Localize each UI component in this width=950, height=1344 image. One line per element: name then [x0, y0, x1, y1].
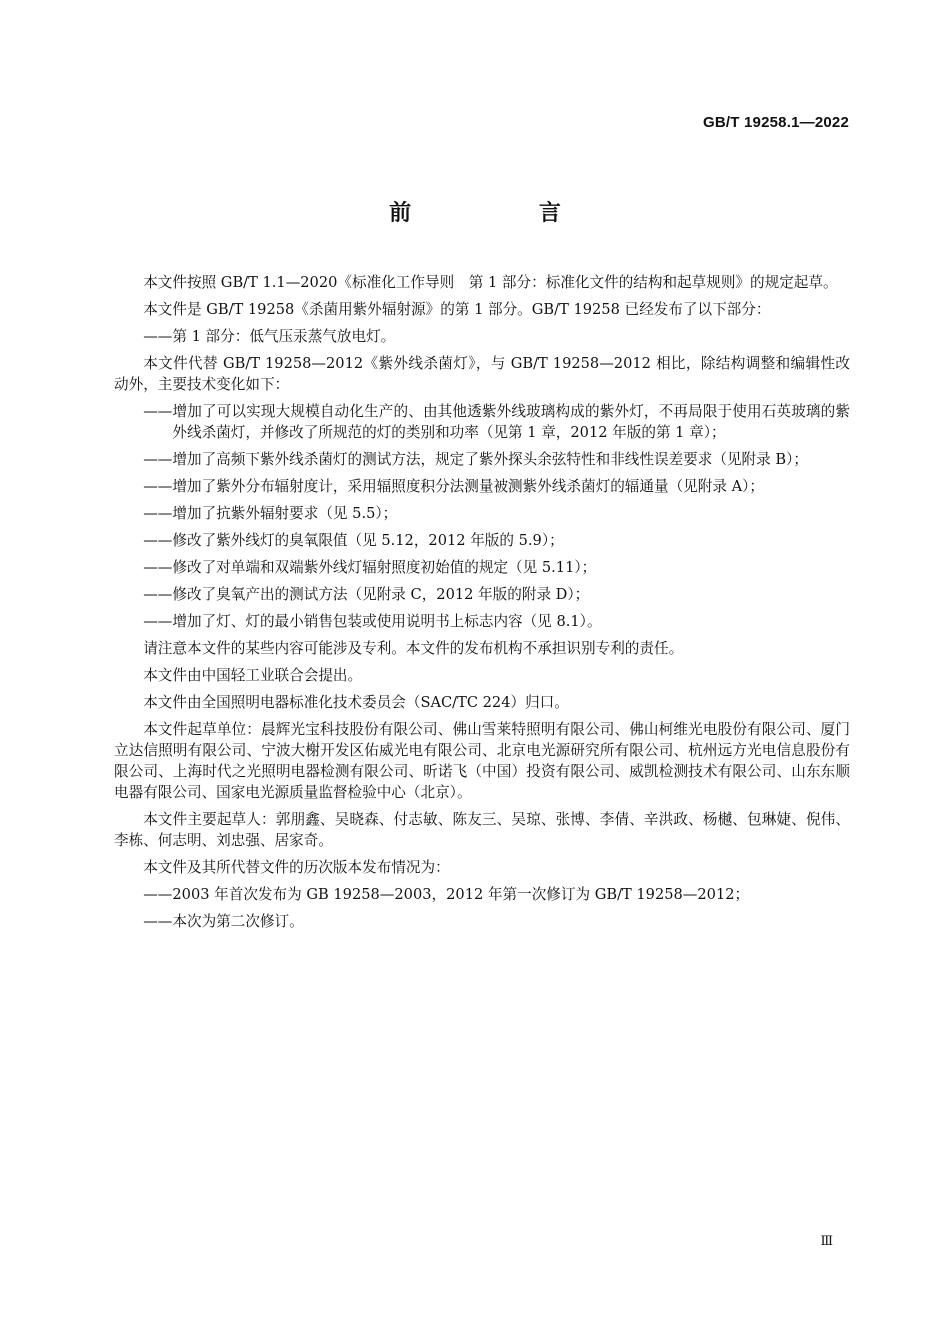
- paragraph: 本文件按照 GB/T 1.1—2020《标准化工作导则 第 1 部分：标准化文件的结构和起草规则》的规定起草。: [143, 274, 838, 291]
- change-item: ——增加了高频下紫外线杀菌灯的测试方法，规定了紫外探头余弦特性和非线性误差要求（见附录 B）；: [143, 451, 808, 468]
- paragraph: ——2003 年首次发布为 GB 19258—2003，2012 年第一次修订为 GB/T 19258—2012；: [143, 886, 750, 903]
- paragraph: 本文件及其所代替文件的历次版本发布情况为：: [143, 859, 450, 876]
- page-title: 前 言: [389, 201, 621, 226]
- change-item: ——修改了臭氧产出的测试方法（见附录 C，2012 年版的附录 D）；: [143, 586, 590, 603]
- paragraph: 本文件是 GB/T 19258《杀菌用紫外辐射源》的第 1 部分。GB/T 19258 已经发布了以下部分：: [143, 301, 771, 318]
- page-number: Ⅲ: [820, 1234, 833, 1249]
- standard-code: GB/T 19258.1—2022: [703, 114, 849, 131]
- paragraph: 本文件代替 GB/T 19258—2012《紫外线杀菌灯》，与 GB/T 19258—2012 相比，除结构调整和编辑性改动外，主要技术变化如下：: [114, 355, 850, 393]
- change-item: ——增加了抗紫外辐射要求（见 5.5）；: [143, 505, 398, 522]
- paragraph: 本文件由全国照明电器标准化技术委员会（SAC/TC 224）归口。: [143, 694, 569, 711]
- paragraph: 本文件主要起草人：郭朋鑫、吴晓森、付志敏、陈友三、吴琼、张博、李倩、辛洪政、杨樾、包琳婕、倪伟、李栋、何志明、刘忠强、居家奇。: [114, 811, 850, 849]
- change-item: ——修改了对单端和双端紫外线灯辐射照度初始值的规定（见 5.11）；: [143, 559, 597, 576]
- paragraph: 本文件由中国轻工业联合会提出。: [143, 667, 363, 684]
- paragraph: 本文件起草单位：晨辉光宝科技股份有限公司、佛山雪莱特照明有限公司、佛山柯维光电股份有限公司、厦门立达信照明有限公司、宁波大榭开发区佑威光电有限公司、北京电光源研究所有限公司、杭州远方光电信息股份有限公司、上海时代之光照明电器检测有限公司、昕诺飞（中国）投资有限公司、威凯检测技术有限公司、山东东顺电器有限公司、国家电光源质量监督检验中心（北京）。: [114, 721, 850, 801]
- paragraph: ——第 1 部分：低气压汞蒸气放电灯。: [143, 328, 396, 345]
- paragraph: ——本次为第二次修订。: [143, 913, 304, 930]
- change-item: ——增加了可以实现大规模自动化生产的、由其他透紫外线玻璃构成的紫外灯，不再局限于使用石英玻璃的紫外线杀菌灯，并修改了所规范的灯的类别和功率（见第 1 章，2012 年版的第 1 章）；: [143, 403, 850, 441]
- change-item: ——修改了紫外线灯的臭氧限值（见 5.12，2012 年版的 5.9）；: [143, 532, 564, 549]
- change-item: ——增加了紫外分布辐射度计，采用辐照度积分法测量被测紫外线杀菌灯的辐通量（见附录 A）；: [143, 478, 765, 495]
- change-item: ——增加了灯、灯的最小销售包装或使用说明书上标志内容（见 8.1）。: [143, 613, 602, 630]
- preface-body: [114, 272, 850, 938]
- paragraph: 请注意本文件的某些内容可能涉及专利。本文件的发布机构不承担识别专利的责任。: [143, 640, 684, 657]
